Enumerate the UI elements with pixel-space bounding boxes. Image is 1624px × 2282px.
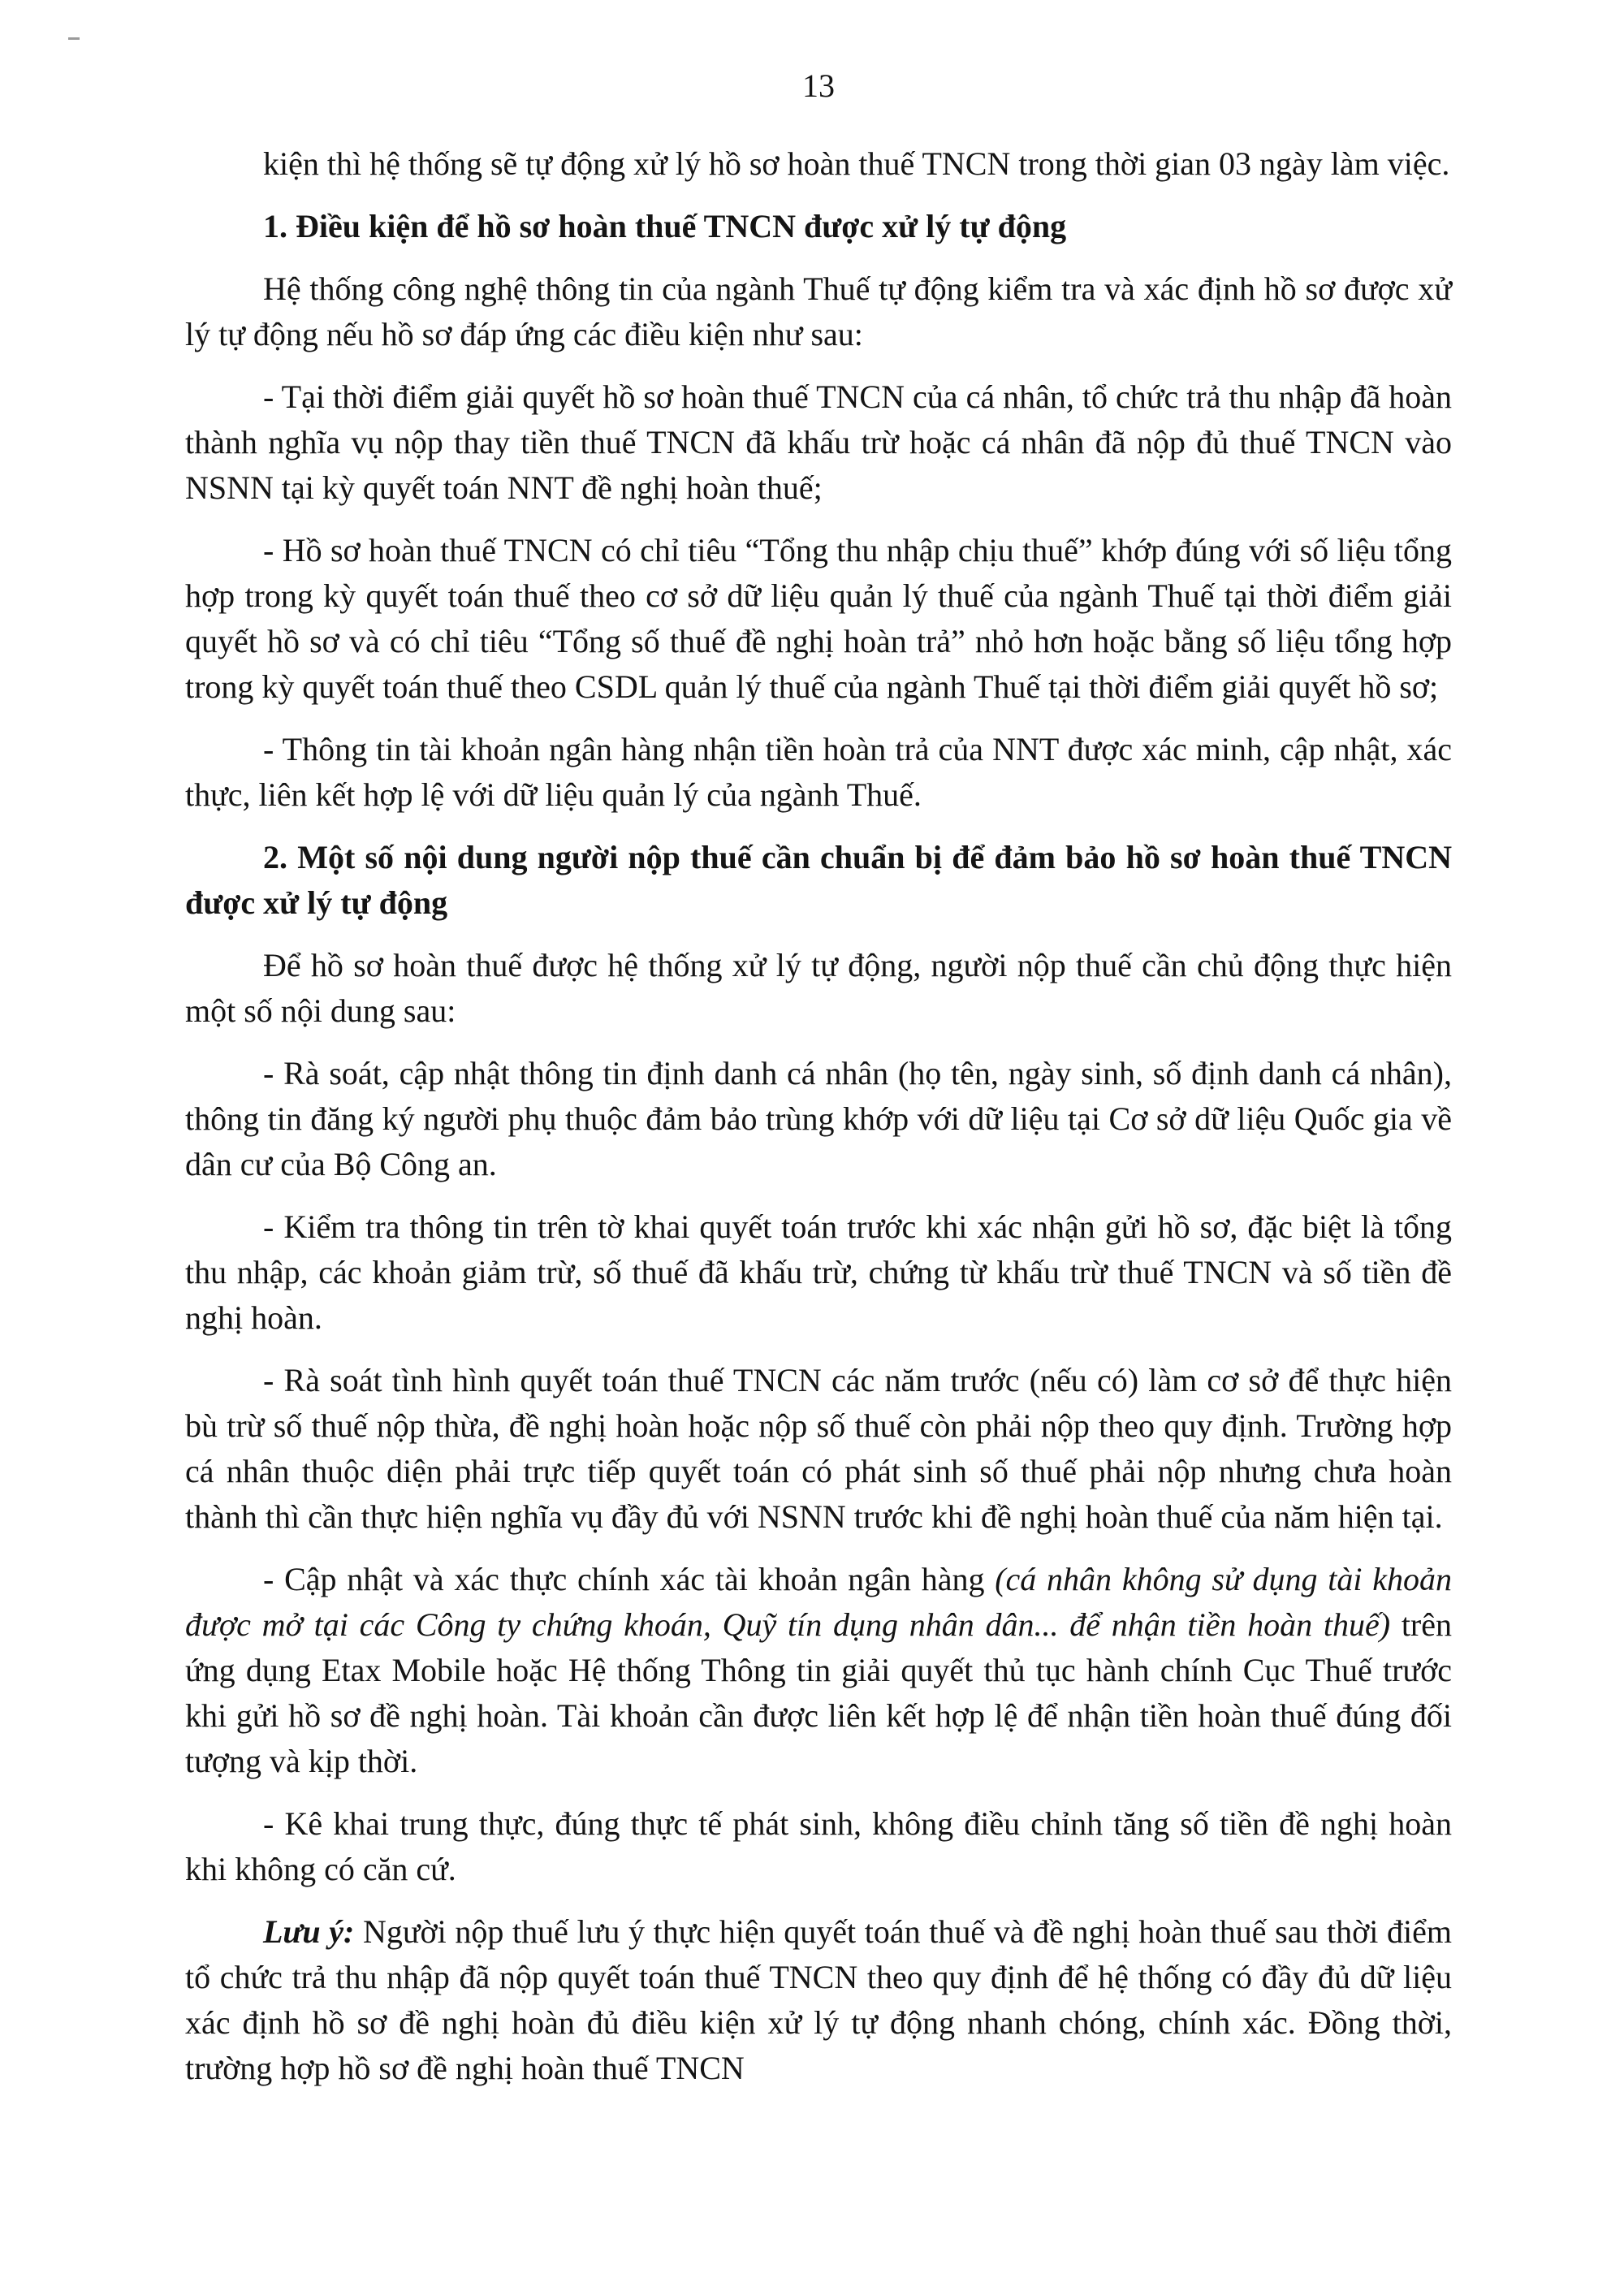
section-1-bullet-1: - Tại thời điểm giải quyết hồ sơ hoàn thuế TNCN của cá nhân, tổ chức trả thu nhập đã hoàn thành nghĩa vụ nộp thay tiền thuế TNCN đã khấu trừ hoặc cá nhân đã nộp đủ thuế TNCN vào NSNN tại kỳ quyết toán NNT đề nghị hoàn thuế; [185, 378, 1452, 506]
scan-artifact-mark [68, 37, 80, 40]
section-1-bullet-2: - Hồ sơ hoàn thuế TNCN có chỉ tiêu “Tổng thu nhập chịu thuế” khớp đúng với số liệu tổng hợp trong kỳ quyết toán thuế theo cơ sở dữ liệu quản lý thuế của ngành Thuế tại thời điểm giải quyết hồ sơ và có chỉ tiêu “Tổng số thuế đề nghị hoàn trả” nhỏ hơn hoặc bằng số liệu tổng hợp trong kỳ quyết toán thuế theo CSDL quản lý thuế của ngành Thuế tại thời điểm giải quyết hồ sơ; [185, 532, 1452, 705]
section-2-heading: 2. Một số nội dung người nộp thuế cần chuẩn bị để đảm bảo hồ sơ hoàn thuế TNCN được xử lý tự động [185, 839, 1452, 921]
note-text: Người nộp thuế lưu ý thực hiện quyết toán thuế và đề nghị hoàn thuế sau thời điểm tổ chức trả thu nhập đã nộp quyết toán thuế TNCN theo quy định để hệ thống có đầy đủ dữ liệu xác định hồ sơ đề nghị hoàn đủ điều kiện xử lý tự động nhanh chóng, chính xác. Đồng thời, trường hợp hồ sơ đề nghị hoàn thuế TNCN [185, 1913, 1452, 2086]
continuation-paragraph: kiện thì hệ thống sẽ tự động xử lý hồ sơ hoàn thuế TNCN trong thời gian 03 ngày làm việc. [263, 145, 1450, 182]
note-label: Lưu ý: [263, 1913, 355, 1950]
note-paragraph [185, 1909, 1452, 2091]
section-1-bullet-3: - Thông tin tài khoản ngân hàng nhận tiền hoàn trả của NNT được xác minh, cập nhật, xác thực, liên kết hợp lệ với dữ liệu quản lý của ngành Thuế. [185, 731, 1452, 813]
bank-bullet-prefix: - Cập nhật và xác thực chính xác tài khoản ngân hàng [263, 1561, 996, 1597]
section-1-heading: 1. Điều kiện để hồ sơ hoàn thuế TNCN được xử lý tự động [263, 208, 1067, 244]
section-2-bullet-1: - Rà soát, cập nhật thông tin định danh cá nhân (họ tên, ngày sinh, số định danh cá nhân), thông tin đăng ký người phụ thuộc đảm bảo trùng khớp với dữ liệu tại Cơ sở dữ liệu Quốc gia về dân cư của Bộ Công an. [185, 1055, 1452, 1182]
section-2-bullet-honest-declaration: - Kê khai trung thực, đúng thực tế phát sinh, không điều chỉnh tăng số tiền đề nghị hoàn khi không có căn cứ. [185, 1805, 1452, 1887]
bank-bullet-suffix: trên ứng dụng Etax Mobile hoặc Hệ thống Thông tin giải quyết thủ tục hành chính Cục Thuế trước khi gửi hồ sơ đề nghị hoàn. Tài khoản cần được liên kết hợp lệ để nhận tiền hoàn thuế đúng đối tượng và kịp thời. [185, 1606, 1453, 1779]
page-number: 13 [802, 67, 835, 104]
section-2-bullet-3: - Rà soát tình hình quyết toán thuế TNCN các năm trước (nếu có) làm cơ sở để thực hiện bù trừ số thuế nộp thừa, đề nghị hoàn hoặc nộp số thuế còn phải nộp theo quy định. Trường hợp cá nhân thuộc diện phải trực tiếp quyết toán có phát sinh số thuế phải nộp nhưng chưa hoàn thành thì cần thực hiện nghĩa vụ đầy đủ với NSNN trước khi đề nghị hoàn thuế của năm hiện tại. [185, 1362, 1452, 1535]
section-2-bullet-2: - Kiểm tra thông tin trên tờ khai quyết toán trước khi xác nhận gửi hồ sơ, đặc biệt là tổng thu nhập, các khoản giảm trừ, số thuế đã khấu trừ, chứng từ khấu trừ thuế TNCN và số tiền đề nghị hoàn. [185, 1208, 1452, 1336]
section-2-intro: Để hồ sơ hoàn thuế được hệ thống xử lý tự động, người nộp thuế cần chủ động thực hiện một số nội dung sau: [185, 947, 1452, 1029]
section-1-intro: Hệ thống công nghệ thông tin của ngành Thuế tự động kiểm tra và xác định hồ sơ được xử lý tự động nếu hồ sơ đáp ứng các điều kiện như sau: [185, 270, 1452, 352]
bank-bullet-italic-note: (cá nhân không sử dụng tài khoản được mở tại các Công ty chứng khoán, Quỹ tín dụng nhân dân... để nhận tiền hoàn thuế) [185, 1561, 1452, 1643]
section-2-bullet-bank-account [185, 1557, 1452, 1784]
